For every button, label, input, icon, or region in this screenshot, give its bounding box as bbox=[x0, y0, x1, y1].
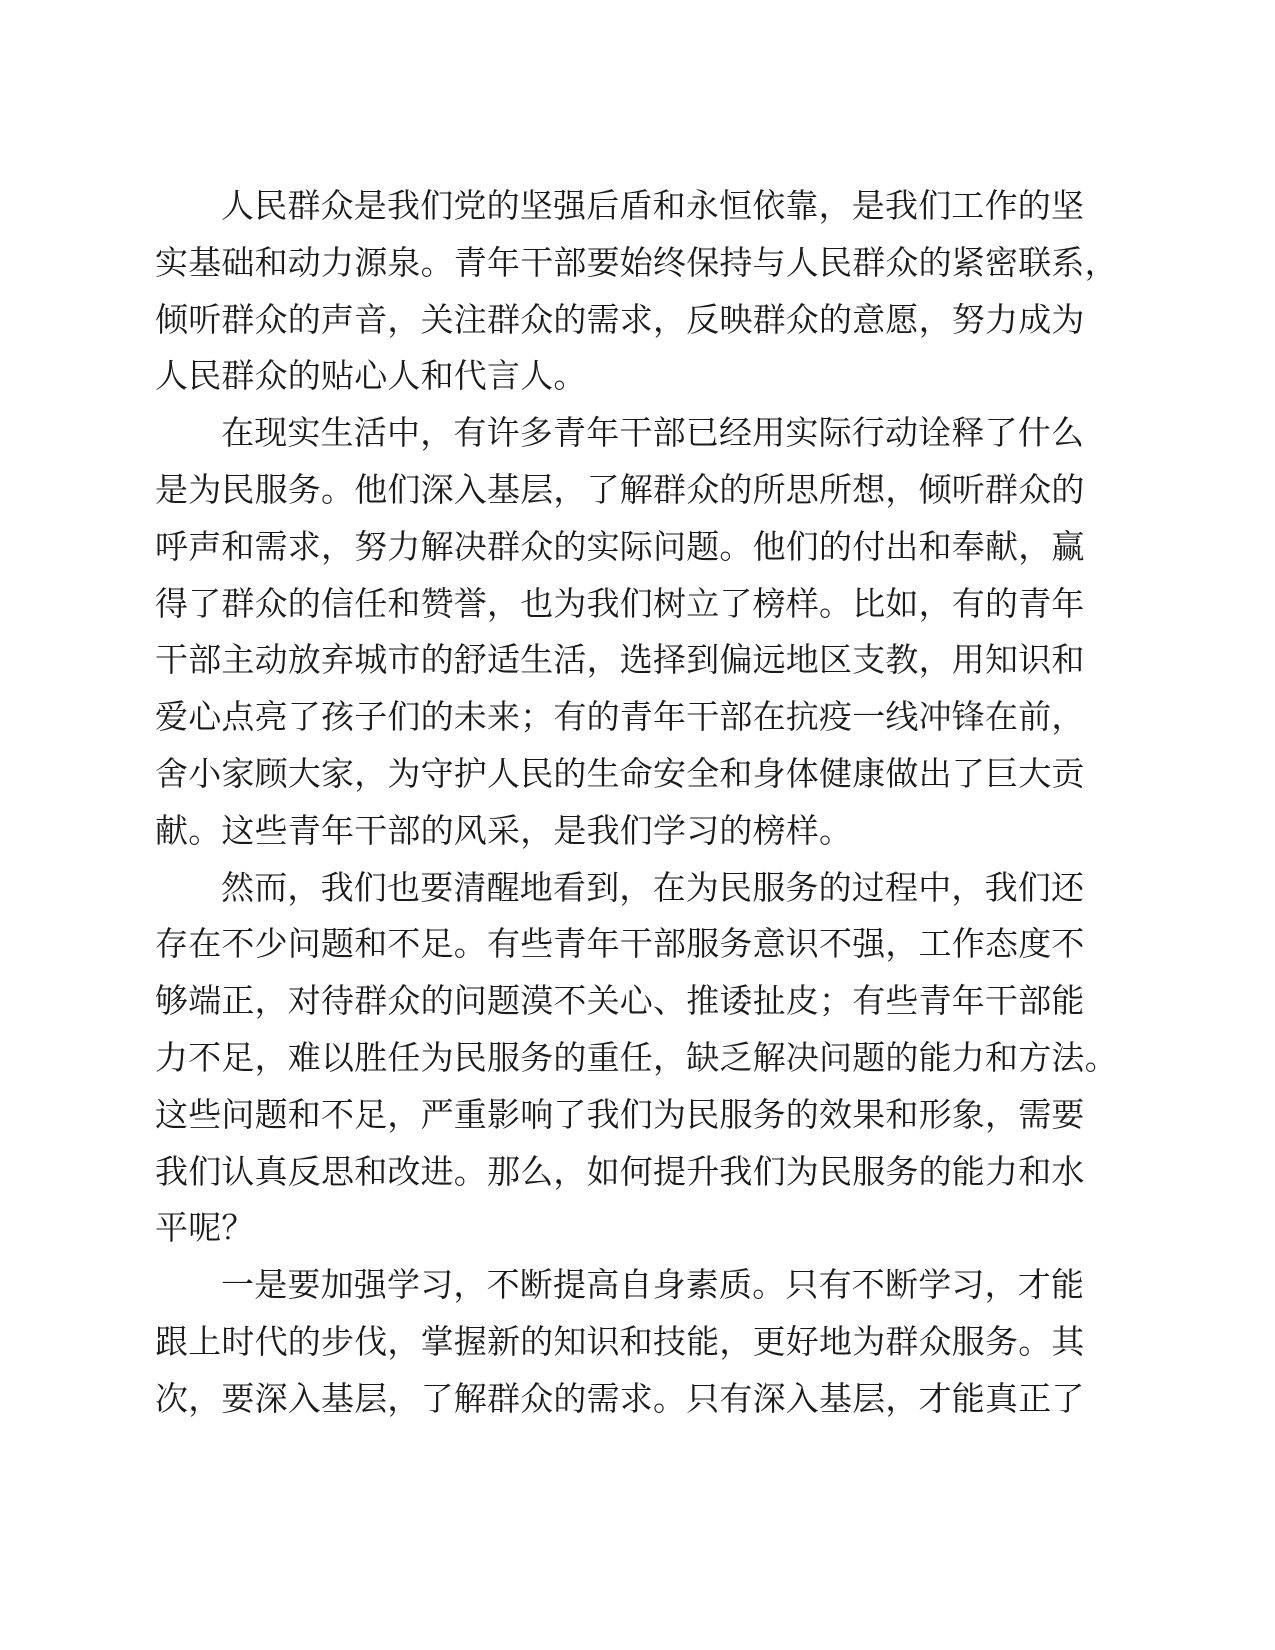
text-line: 舍小家顾大家，为守护人民的生命安全和身体健康做出了巨大贡 bbox=[155, 753, 1085, 793]
text-line: 然而，我们也要清醒地看到，在为民服务的过程中，我们还 bbox=[221, 867, 1085, 907]
text-line: 跟上时代的步伐，掌握新的知识和技能，更好地为群众服务。其 bbox=[155, 1321, 1085, 1361]
text-line: 呼声和需求，努力解决群众的实际问题。他们的付出和奉献，赢 bbox=[155, 526, 1085, 566]
text-line: 得了群众的信任和赞誉，也为我们树立了榜样。比如，有的青年 bbox=[155, 583, 1085, 623]
paragraph-4 bbox=[155, 1257, 1115, 1427]
paragraph-2 bbox=[155, 405, 1115, 859]
text-line: 在现实生活中，有许多青年干部已经用实际行动诠释了什么 bbox=[221, 413, 1085, 453]
text-line: 干部主动放弃城市的舒适生活，选择到偏远地区支教，用知识和 bbox=[155, 640, 1085, 680]
text-line: 献。这些青年干部的风采，是我们学习的榜样。 bbox=[155, 810, 853, 850]
text-line: 这些问题和不足，严重影响了我们为民服务的效果和形象，需要 bbox=[155, 1094, 1085, 1134]
text-line: 爱心点亮了孩子们的未来；有的青年干部在抗疫一线冲锋在前， bbox=[155, 697, 1085, 737]
text-line: 一是要加强学习，不断提高自身素质。只有不断学习，才能 bbox=[221, 1265, 1085, 1305]
document-body bbox=[155, 178, 1118, 1428]
text-line: 是为民服务。他们深入基层，了解群众的所思所想，倾听群众的 bbox=[155, 469, 1085, 509]
text-line: 平呢？ bbox=[155, 1208, 255, 1248]
text-line: 力不足，难以胜任为民服务的重任，缺乏解决问题的能力和方法。 bbox=[155, 1037, 1118, 1077]
text-line: 人民群众是我们党的坚强后盾和永恒依靠，是我们工作的坚 bbox=[221, 186, 1085, 225]
text-line: 我们认真反思和改进。那么，如何提升我们为民服务的能力和水 bbox=[155, 1151, 1085, 1191]
text-line: 次，要深入基层，了解群众的需求。只有深入基层，才能真正了 bbox=[155, 1378, 1085, 1418]
paragraph-1 bbox=[155, 178, 1118, 405]
text-line: 倾听群众的声音，关注群众的需求，反映群众的意愿，努力成为 bbox=[155, 299, 1085, 339]
text-line: 够端正，对待群众的问题漠不关心、推诿扯皮；有些青年干部能 bbox=[155, 981, 1085, 1021]
text-line: 人民群众的贴心人和代言人。 bbox=[155, 356, 587, 396]
paragraph-3 bbox=[155, 860, 1118, 1258]
text-line: 存在不少问题和不足。有些青年干部服务意识不强，工作态度不 bbox=[155, 924, 1085, 964]
text-line: 实基础和动力源泉。青年干部要始终保持与人民群众的紧密联系， bbox=[155, 242, 1118, 282]
